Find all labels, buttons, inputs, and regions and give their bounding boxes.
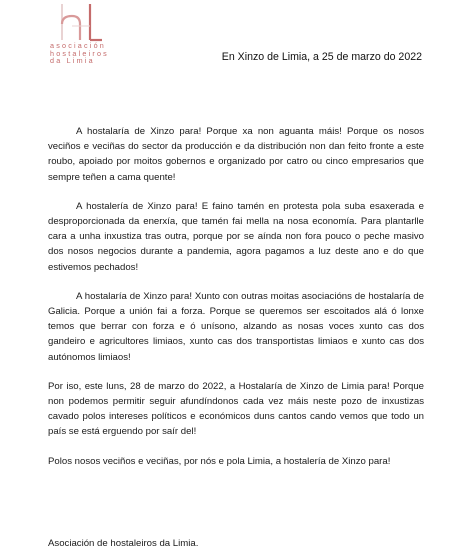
logo-wordmark: [50, 42, 134, 65]
hl-monogram-icon: [50, 2, 106, 46]
logo-line-1: asociación: [50, 41, 106, 50]
paragraph-4: Por iso, este luns, 28 de marzo do 2022, a Hostalaría de Xinzo de Limia para! Porque non podemos permitir seguir afundíndonos cada vez máis neste pozo de inxustizas cavado polos intereses políticos e económicos duns cantos cando vemos que todo un país se está erguendo por saír del!: [48, 380, 424, 438]
dateline: En Xinzo de Limia, a 25 de marzo do 2022: [221, 51, 422, 63]
association-logo: [44, 2, 134, 68]
paragraph-5: Polos nosos veciños e veciñas, por nós e pola Limia, a hostalería de Xinzo para!: [48, 455, 391, 467]
letter-body: [48, 124, 424, 483]
paragraph-3: A hostalaría de Xinzo para! Xunto con outras moitas asociacións de hostalaría de Galicia. Porque a unión fai a forza. Porque se queremos ser escoitados alá ó lonxe temos que berrar con forza e ó unísono, alzando as nosas voces xunto cas dos gandeiro e agricultores limiaos, xunto cas dos transportistas limiaos e xunto cas dos autónomos limiaos!: [48, 290, 424, 363]
signature: Asociación de hostaleiros da Limia.: [48, 538, 199, 549]
paragraph-1: A hostalaría de Xinzo para! Porque xa non aguanta máis! Porque os nosos veciños e veciñas do sector da producción e da distribución non dan feito fronte a este roubo, apoiado por moitos gobernos e organizado por catro ou cinco empresarios que sempre teñen a cama quente!: [48, 126, 424, 183]
logo-line-3: da Limia: [50, 56, 95, 66]
paragraph-2: A hostalería de Xinzo para! E faino tamén en protesta pola suba esaxerada e desproporcionada da enerxía, que tamén fai mella na nosa economía. Para plantarlle cara a unha inxustiza tras outra, porque por se aínda non fora pouco o peche masivo dos nosos negocios durante a pandemia, agora pagamos a luz deste ano e do que estivemos pechados!: [48, 200, 424, 273]
logo-line-2: hostaleiros: [50, 48, 109, 58]
